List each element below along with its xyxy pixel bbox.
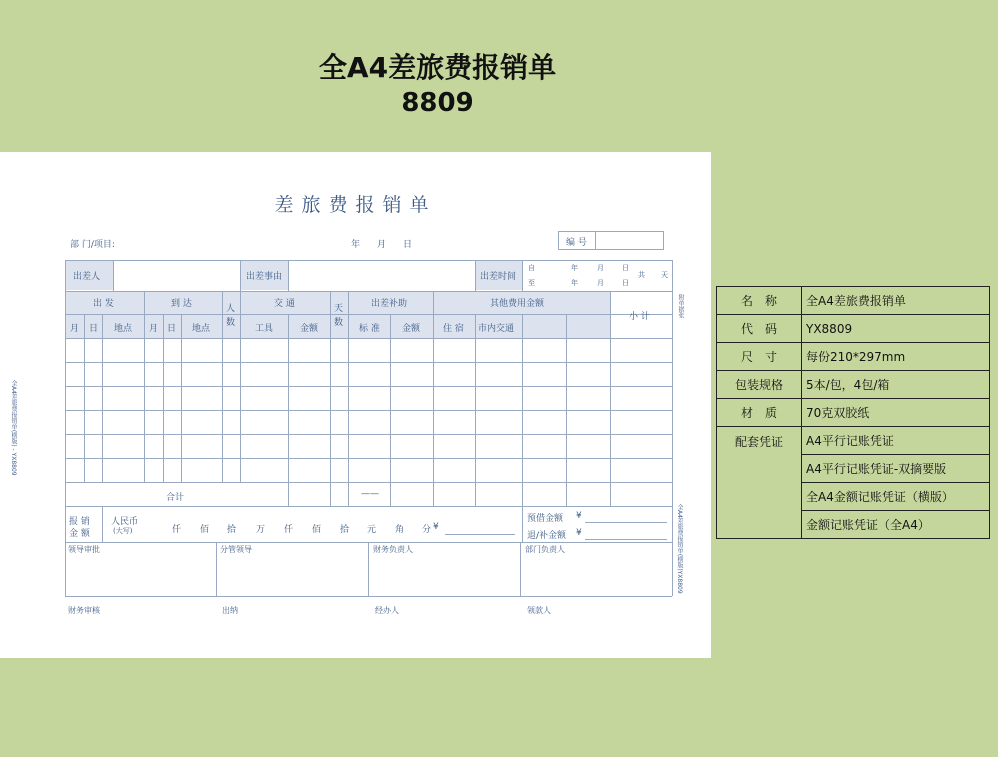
grid-line (102, 314, 103, 482)
spec-table (716, 286, 990, 539)
from-day: 日 (622, 264, 629, 272)
spec-key: 材 质 (717, 399, 802, 427)
grid-line (348, 314, 610, 315)
days-header: 天数 (334, 304, 344, 328)
grid-line (240, 291, 241, 482)
grid-line (65, 458, 672, 459)
grid-line (84, 314, 85, 482)
depart-place-header: 地点 (114, 324, 133, 334)
total-days-label: 共 (638, 271, 645, 279)
days-label: 天 (661, 271, 668, 279)
other-header: 其他费用金额 (490, 299, 545, 309)
traveler-label: 出差人 (73, 272, 101, 282)
sign-audit: 财务审核 (68, 606, 100, 615)
spec-key: 代 码 (717, 315, 802, 343)
grid-line (475, 314, 476, 482)
transport-amount-header: 金额 (300, 324, 319, 334)
amount-unit: 佰 (200, 525, 210, 535)
dept-label: 部 门/项目: (70, 240, 115, 250)
approval-dept: 部门负责人 (525, 545, 565, 554)
sign-receiver: 领款人 (527, 606, 551, 615)
from-label: 自 (528, 264, 535, 272)
grid-line (522, 260, 523, 291)
right-code-text: 全A4差旅费报销单(横版)YX8809 (676, 504, 683, 594)
grid-line (65, 338, 672, 339)
attachment-note: 附单据张 (677, 294, 684, 318)
allowance-amount-header: 金额 (402, 324, 421, 334)
amount-unit: 分 (422, 525, 432, 535)
grid-line (65, 596, 672, 597)
to-month: 月 (597, 279, 604, 287)
tool-header: 工具 (255, 324, 274, 334)
form-paper (0, 152, 711, 658)
grid-line (348, 482, 349, 506)
grid-line (288, 314, 289, 482)
product-code: 8809 (401, 88, 474, 118)
arrive-header: 到 达 (171, 299, 192, 309)
left-margin-text: 全A4差旅费报销单(横版) - YX8809 (10, 380, 17, 476)
grid-line (65, 260, 66, 596)
from-year: 年 (571, 264, 578, 272)
spec-value: 5本/包，4包/箱 (802, 371, 990, 399)
grid-line (390, 314, 391, 482)
arrive-day-header: 日 (167, 324, 177, 334)
depart-month-header: 月 (70, 324, 80, 334)
number-label: 编 号 (566, 238, 587, 248)
grid-line (65, 362, 672, 363)
refund-yen: ¥ (576, 528, 582, 538)
grid-line (65, 291, 672, 292)
page-title: 全A4差旅费报销单 (318, 51, 557, 84)
spec-value: 金额记账凭证（全A4） (802, 511, 990, 539)
reimburse-label-1: 报 销 (69, 517, 90, 527)
spec-value: 每份210*297mm (802, 343, 990, 371)
depart-header: 出 发 (93, 299, 114, 309)
time-label: 出差时间 (480, 272, 517, 282)
amount-unit: 仟 (284, 525, 294, 535)
reason-label: 出差事由 (246, 272, 283, 282)
total-label: 合计 (166, 493, 185, 503)
spec-value: 70克双胶纸 (802, 399, 990, 427)
grid-line (475, 482, 476, 506)
grid-line (610, 291, 611, 482)
grid-line (113, 260, 114, 291)
grid-line (330, 482, 331, 506)
to-label: 至 (528, 279, 535, 287)
grid-line (65, 410, 672, 411)
spec-row (717, 343, 990, 371)
grid-line (65, 260, 672, 261)
amount-unit: 佰 (312, 525, 322, 535)
grid-line (566, 314, 567, 482)
grid-line (65, 482, 672, 483)
advance-yen: ¥ (576, 511, 582, 521)
grid-line (288, 260, 289, 291)
grid-line (522, 314, 523, 482)
approval-leader: 领导审批 (68, 545, 100, 554)
grid-line (522, 506, 523, 542)
lodging-header: 住 宿 (443, 324, 464, 334)
grid-line (520, 542, 521, 596)
spec-row (717, 371, 990, 399)
standard-header: 标 准 (359, 324, 380, 334)
grid-line (475, 260, 476, 291)
form-title: 差旅费报销单 (274, 194, 437, 216)
yen-sign: ¥ (433, 522, 439, 532)
spec-value: A4平行记账凭证 (802, 427, 990, 455)
grid-line (65, 506, 672, 507)
subtotal-header: 小 计 (629, 312, 650, 322)
from-month: 月 (597, 264, 604, 272)
grid-line (240, 314, 330, 315)
grid-line (368, 542, 369, 596)
arrive-place-header: 地点 (192, 324, 211, 334)
capital-label: (大写) (113, 527, 133, 535)
total-dash: —— (361, 489, 379, 499)
spec-row (717, 315, 990, 343)
grid-line (222, 291, 223, 482)
grid-line (216, 542, 217, 596)
to-year: 年 (571, 279, 578, 287)
people-header: 人数 (226, 304, 236, 328)
refund-label: 退/补金额 (527, 531, 567, 541)
grid-line (288, 482, 289, 506)
grid-line (163, 314, 164, 482)
grid-line (65, 434, 672, 435)
arrive-month-header: 月 (149, 324, 159, 334)
grid-line (522, 482, 523, 506)
spec-row (717, 399, 990, 427)
spec-value: YX8809 (802, 315, 990, 343)
grid-line (433, 291, 434, 482)
reimburse-label-2: 金 额 (69, 529, 90, 539)
date-month: 月 (377, 240, 387, 250)
grid-line (348, 291, 349, 482)
grid-line (65, 386, 672, 387)
grid-line (330, 291, 331, 482)
grid-line (102, 506, 103, 542)
grid-line (610, 482, 611, 506)
rmb-label: 人民币 (111, 517, 139, 527)
grid-line (433, 482, 434, 506)
depart-day-header: 日 (89, 324, 99, 334)
grid-line (390, 482, 391, 506)
amount-unit: 拾 (340, 525, 350, 535)
amount-unit: 万 (256, 525, 266, 535)
grid-line (181, 314, 182, 482)
grid-line (566, 482, 567, 506)
amount-unit: 元 (367, 525, 377, 535)
spec-key: 名 称 (717, 287, 802, 315)
date-day: 日 (403, 240, 413, 250)
spec-value: A4平行记账凭证-双摘要版 (802, 455, 990, 483)
spec-key: 尺 寸 (717, 343, 802, 371)
city-transport-header: 市内交通 (478, 324, 515, 334)
to-day: 日 (622, 279, 629, 287)
spec-row (717, 427, 990, 455)
amount-unit: 仟 (172, 525, 182, 535)
approval-manager: 分管领导 (220, 545, 252, 554)
spec-key: 配套凭证 (717, 427, 802, 539)
grid-line (144, 291, 145, 482)
spec-row (717, 287, 990, 315)
amount-unit: 拾 (227, 525, 237, 535)
spec-key: 包装规格 (717, 371, 802, 399)
transport-header: 交 通 (274, 299, 295, 309)
spec-value: 全A4差旅费报销单 (802, 287, 990, 315)
approval-finance: 财务负责人 (373, 545, 413, 554)
allowance-header: 出差补助 (371, 299, 408, 309)
advance-label: 预借金额 (527, 514, 564, 524)
grid-line (672, 260, 673, 596)
grid-line (240, 260, 241, 291)
spec-value: 全A4金额记账凭证（横版） (802, 483, 990, 511)
sign-handler: 经办人 (375, 606, 399, 615)
sign-cashier: 出纳 (222, 606, 238, 615)
date-year: 年 (351, 240, 361, 250)
amount-unit: 角 (395, 525, 405, 535)
